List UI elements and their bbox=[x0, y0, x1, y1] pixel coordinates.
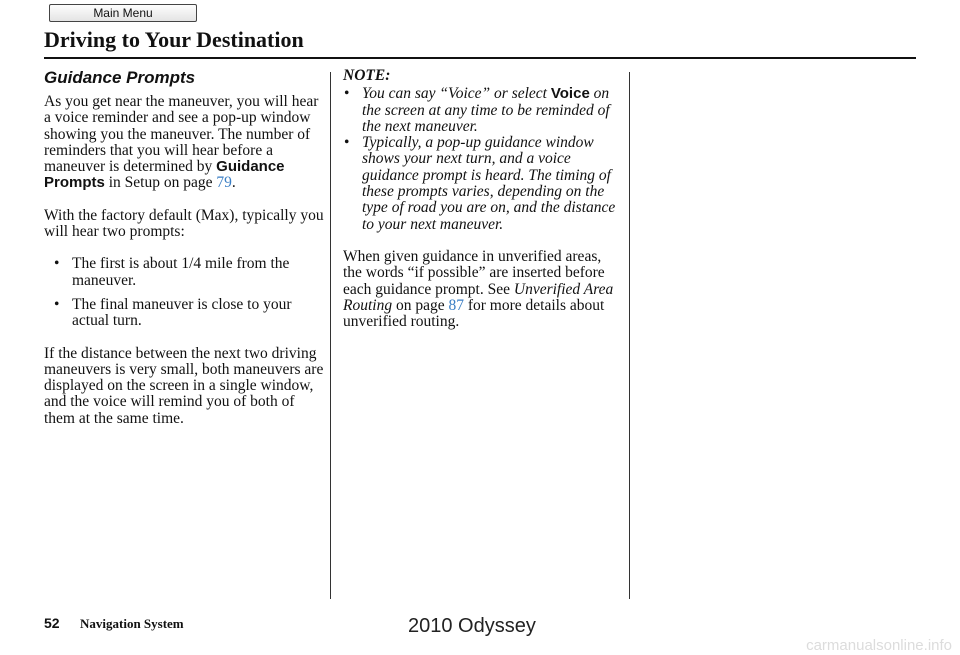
footer-section-label: Navigation System bbox=[80, 616, 184, 631]
paragraph-text: in Setup on page bbox=[104, 174, 217, 192]
paragraph-text: As you get near the maneuver, you will hear a voice reminder and see a pop-up window showing you the maneuver. The number of reminders that you will hear before a maneuver is determined by bbox=[44, 93, 319, 176]
voice-button-ref: Voice bbox=[550, 85, 590, 103]
page-title: Driving to Your Destination bbox=[44, 27, 304, 52]
site-watermark: carmanualsonline.info bbox=[806, 637, 952, 654]
list-item: • The final maneuver is close to your actual turn. bbox=[44, 297, 326, 330]
page-87-link[interactable]: 87 bbox=[448, 296, 464, 314]
paragraph-factory-default: With the factory default (Max), typically you will hear two prompts: bbox=[44, 206, 324, 241]
main-menu-button[interactable]: Main Menu bbox=[49, 4, 197, 22]
note-heading: NOTE: bbox=[343, 67, 391, 84]
page-number: 52 bbox=[44, 615, 60, 631]
column-divider bbox=[330, 72, 331, 599]
title-rule bbox=[44, 57, 916, 59]
paragraph-text: on page bbox=[392, 296, 449, 314]
paragraph-unverified bbox=[343, 249, 623, 330]
paragraph-text: for more details about unverified routing. bbox=[343, 296, 605, 331]
paragraph-text: When given guidance in unverified areas, the words “if possible” are inserted before each guidance prompt. See bbox=[343, 247, 605, 298]
note-text: on the screen at any time to be reminded of the next maneuver. bbox=[362, 85, 610, 135]
paragraph-close-maneuvers: If the distance between the next two driving maneuvers is very small, both maneuvers are displayed on the screen in a single window, and the voice will remind you of both of them at the same time. bbox=[44, 344, 324, 427]
guidance-prompts-button-ref: Guidance Prompts bbox=[44, 158, 285, 192]
unverified-area-routing-ref: Unverified Area Routing bbox=[343, 280, 614, 314]
list-item bbox=[343, 86, 623, 135]
list-item: • The first is about 1/4 mile from the maneuver. bbox=[44, 256, 326, 289]
section-heading: Guidance Prompts bbox=[44, 68, 196, 87]
left-column bbox=[44, 68, 326, 443]
page-79-link[interactable]: 79 bbox=[216, 174, 232, 192]
note-text: You can say “Voice” or select bbox=[362, 85, 551, 103]
note-list bbox=[343, 86, 623, 233]
column-divider bbox=[629, 72, 630, 599]
prompt-list bbox=[44, 256, 326, 329]
model-watermark: 2010 Odyssey bbox=[408, 615, 536, 637]
middle-column bbox=[343, 68, 623, 346]
list-item: • Typically, a pop-up guidance window shows your next turn, and a voice guidance prompt is heard. The timing of these prompts varies, depending on the type of road you are on, and the distance to your next maneuver. bbox=[343, 135, 623, 233]
paragraph-text: . bbox=[231, 174, 236, 192]
paragraph-guidance-intro bbox=[44, 94, 326, 192]
